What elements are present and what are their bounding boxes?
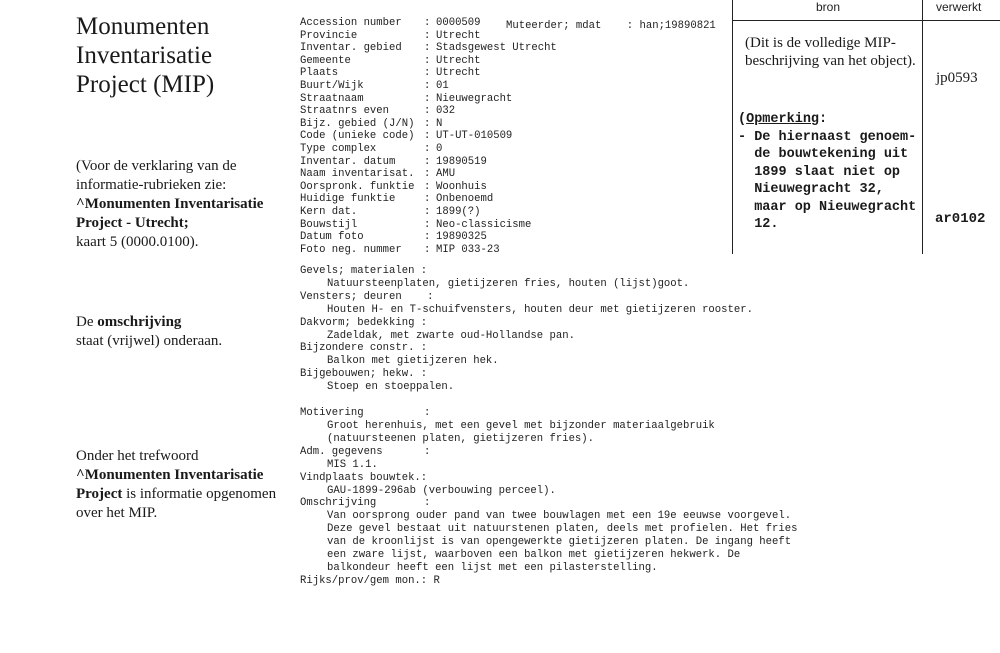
record-field: Straatnaam : Nieuwegracht xyxy=(300,92,513,105)
table-header-divider xyxy=(732,20,1000,21)
note-text: kaart 5 (0000.0100). xyxy=(76,234,199,250)
record-field: Straatnrs even : 032 xyxy=(300,105,456,118)
section-label: Gevels; materialen : xyxy=(300,265,428,277)
keyword-note xyxy=(76,447,291,523)
note-emphasis: omschrijving xyxy=(97,314,182,330)
record-field: Bouwstijl : Neo-classicisme xyxy=(300,218,532,231)
record-field: Plaats : Utrecht xyxy=(300,67,481,80)
note-text: staat (vrijwel) onderaan. xyxy=(76,333,223,349)
section-label: Motivering : xyxy=(300,407,431,420)
section-label: Rijks/prov/gem mon.: R xyxy=(300,574,440,587)
record-field: Naam inventarisat. : AMU xyxy=(300,168,456,181)
table-divider xyxy=(732,0,733,254)
section-value: Stoep en stoeppalen. xyxy=(327,381,455,394)
record-field: Bijz. gebied (J/N) : N xyxy=(300,117,443,130)
source-table xyxy=(732,0,1000,254)
section-label: Vensters; deuren : xyxy=(300,290,434,303)
section-label: Bijgebouwen; hekw. : xyxy=(300,368,428,381)
page-title: Monumenten Inventarisatie Project (MIP) xyxy=(76,13,215,98)
header-bron: bron xyxy=(816,0,841,14)
record-field: Gemeente : Utrecht xyxy=(300,54,481,67)
section-value: GAU-1899-296ab (verbouwing perceel). xyxy=(327,484,556,497)
record-field: Buurt/Wijk : 01 xyxy=(300,79,449,92)
description-note xyxy=(76,313,291,351)
note-text: is informatie opgenomen over het MIP. xyxy=(76,486,277,521)
record-field: Kern dat. : 1899(?) xyxy=(300,205,481,218)
record-field: Accession number : 0000509 xyxy=(300,17,481,29)
section-value: MIS 1.1. xyxy=(327,458,378,471)
section-label: Adm. gegevens : xyxy=(300,445,431,458)
processed-code: ar0102 xyxy=(935,211,986,227)
record-field: Code (unieke code) : UT-UT-010509 xyxy=(300,130,513,143)
record-field: Inventar. datum : 19890519 xyxy=(300,155,487,168)
section-label: Bijzondere constr. : xyxy=(300,342,428,355)
processed-code: jp0593 xyxy=(936,70,978,86)
info-note xyxy=(76,157,291,252)
record-field: Foto neg. nummer : MIP 033-23 xyxy=(300,243,500,256)
note-text: Onder het trefwoord xyxy=(76,448,199,464)
mutator-field: Muteerder; mdat : han;19890821 xyxy=(506,20,716,32)
section-value: Van oorsprong ouder pand van twee bouwlagen met een 19e eeuwse voorgevel. Deze gevel bestaat uit natuurstenen platen, deels met profielen. Het fries van de kroonlijst is van opengewerkte gietijzeren platen. De ingang heeft een zware lijst, waarboven een balkon met gietijzeren hekwerk. De balkondeur heeft een lijst met een pilasterstelling. xyxy=(327,510,798,574)
record-field: Datum foto : 19890325 xyxy=(300,231,487,244)
note-text: De xyxy=(76,314,94,330)
section-value: Balkon met gietijzeren hek. xyxy=(327,355,499,368)
section-value: Natuursteenplaten, gietijzeren fries, houten (lijst)goot. xyxy=(327,277,690,290)
record-field: Provincie : Utrecht xyxy=(300,29,481,42)
section-label: Omschrijving : xyxy=(300,497,431,510)
section-value: Groot herenhuis, met een gevel met bijzonder materiaalgebruik (natuursteenen platen, gietijzeren fries). xyxy=(327,419,715,445)
record-sections xyxy=(300,265,820,588)
note-text: (Voor de verklaring van de informatie-rubrieken zie: xyxy=(76,158,237,193)
remark-entry: (Opmerking: - De hiernaast genoem- de bouwtekening uit 1899 slaat niet op Nieuwegracht 32, maar op Nieuwegracht 12. xyxy=(738,112,917,232)
reference-link[interactable]: ^Monumenten Inventarisatie Project - Utrecht; xyxy=(76,196,264,231)
record-field: Oorspronk. funktie : Woonhuis xyxy=(300,180,487,193)
reference-link[interactable]: ^Monumenten Inventarisatie Project xyxy=(76,467,264,502)
section-value: Houten H- en T-schuifvensters, houten deur met gietijzeren rooster. xyxy=(327,303,753,316)
record-field: Inventar. gebied : Stadsgewest Utrecht xyxy=(300,42,557,55)
record-field: Huidige funktie : Onbenoemd xyxy=(300,193,494,206)
section-value: Zadeldak, met zwarte oud-Hollandse pan. xyxy=(327,329,575,342)
source-entry: (Dit is de volledige MIP-beschrijving van het object). xyxy=(745,35,916,69)
section-label: Vindplaats bouwtek.: xyxy=(300,471,428,484)
header-verwerkt: verwerkt xyxy=(936,0,982,14)
section-label: Dakvorm; bedekking : xyxy=(300,316,428,329)
record-field: Type complex : 0 xyxy=(300,142,443,155)
